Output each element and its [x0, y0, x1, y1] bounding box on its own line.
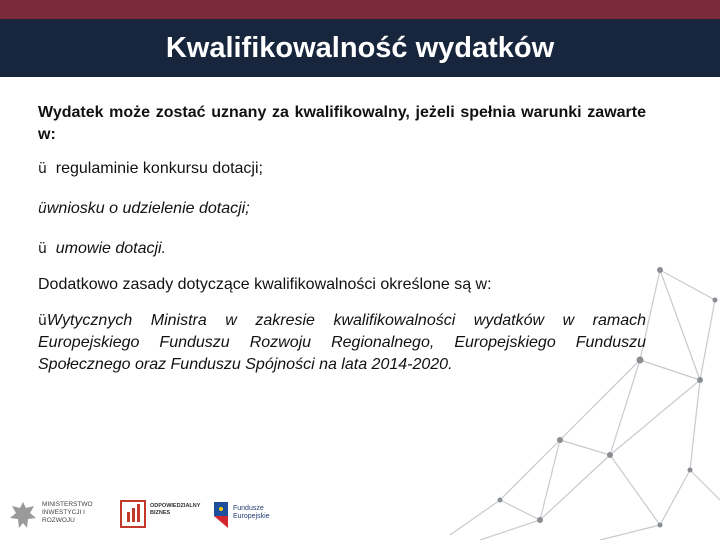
list-item-text: umowie dotacji.: [55, 240, 167, 257]
check-icon: ü: [38, 241, 47, 257]
top-accent-bar: [0, 0, 720, 19]
list-item: [38, 238, 646, 260]
check-icon: ü: [38, 201, 47, 217]
additional-text: Dodatkowo zasady dotyczące kwalifikowalności określone są w:: [38, 276, 492, 293]
slide-title: Kwalifikowalność wydatków: [165, 31, 555, 64]
check-icon: ü: [38, 161, 47, 177]
fundusze-logo-text: Fundusze Europejskie: [233, 505, 270, 520]
guidelines-item: [38, 310, 646, 376]
odpowiedzialny-logo-text: ODPOWIEDZIALNY BIZNES: [150, 503, 201, 516]
title-bar: [0, 19, 720, 77]
list-item-text: wniosku o udzielenie dotacji;: [46, 200, 250, 217]
slide-body: [38, 102, 646, 376]
ministry-logo-text: MINISTERSTWO INWESTYCJI I ROZWOJU: [42, 501, 93, 524]
logo-strip: [0, 494, 300, 540]
list-item: [38, 198, 646, 220]
list-item-text: regulaminie konkursu dotacji;: [55, 160, 263, 177]
fundusze-europejskie-icon: [212, 502, 230, 528]
list-item: [38, 158, 646, 180]
guidelines-text: Wytycznych Ministra w zakresie kwalifikowalności wydatków w ramach Europejskiego Funduszu Rozwoju Regionalnego, Europejskiego Funduszu Społecznego oraz Funduszu Spójności na lata 2014-2020.: [38, 312, 646, 373]
check-icon: ü: [38, 313, 47, 329]
odpowiedzialny-biznes-icon: [120, 500, 146, 528]
intro-text: Wydatek może zostać uznany za kwalifikowalny, jeżeli spełnia warunki zawarte w:: [38, 104, 646, 143]
polish-eagle-emblem-icon: [8, 500, 38, 532]
